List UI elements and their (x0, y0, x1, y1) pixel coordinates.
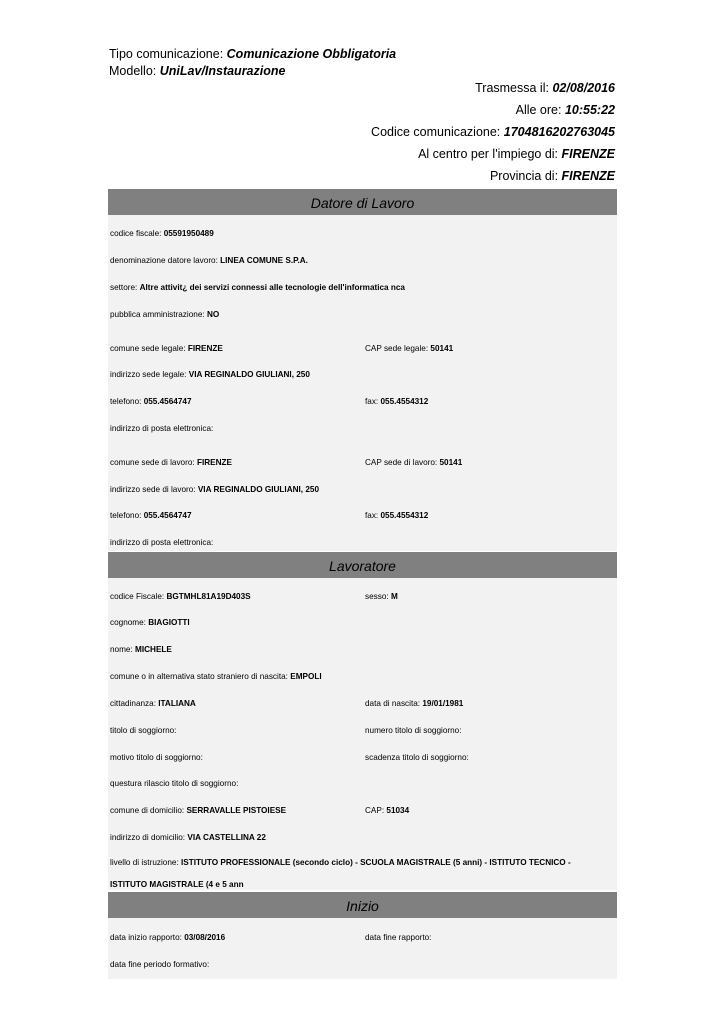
lavoratore-istruzione-cont (110, 880, 244, 889)
field-value: 055.4554312 (380, 397, 429, 406)
field-value: ISTITUTO MAGISTRALE (4 e 5 ann (110, 880, 244, 889)
field-label: comune o in alternativa stato straniero di nascita: (110, 672, 291, 681)
field-value: EMPOLI (290, 672, 322, 681)
field-label: data fine periodo formativo: (110, 960, 210, 969)
field-label: numero titolo di soggiorno: (365, 726, 462, 735)
field-label: fax: (365, 397, 381, 406)
field-label: titolo di soggiorno: (110, 726, 177, 735)
lavoratore-cognome (110, 618, 190, 627)
field-value: VIA REGINALDO GIULIANI, 250 (197, 485, 320, 494)
field-value: NO (206, 310, 220, 319)
field-label: motivo titolo di soggiorno: (110, 753, 203, 762)
field-label: comune sede di lavoro: (110, 458, 197, 467)
section-body-datore (108, 215, 617, 551)
field-label: settore: (110, 283, 140, 292)
field-value: MICHELE (135, 645, 172, 654)
lavoratore-cittadinanza (110, 699, 196, 708)
datore-fax-lavoro (365, 511, 428, 520)
trasmessa (475, 81, 615, 95)
provincia-value: FIRENZE (561, 169, 615, 183)
field-value: 055.4554312 (380, 511, 429, 520)
lavoratore-istruzione (110, 858, 571, 867)
lavoratore-data-nascita (365, 699, 463, 708)
field-value: SERRAVALLE PISTOIESE (186, 806, 287, 815)
lavoratore-numero-titolo (365, 726, 462, 735)
field-label: data fine rapporto: (365, 933, 432, 942)
field-value: 19/01/1981 (422, 699, 464, 708)
field-value: BIAGIOTTI (148, 618, 190, 627)
field-label: CAP: (365, 806, 387, 815)
datore-settore (110, 283, 405, 292)
field-value: LINEA COMUNE S.P.A. (220, 256, 308, 265)
inizio-data-fine (365, 933, 431, 942)
tipo-value: Comunicazione Obbligatoria (226, 47, 397, 61)
field-value: FIRENZE (187, 344, 223, 353)
lavoratore-cap (365, 806, 409, 815)
datore-comune-sede-lavoro (110, 458, 232, 467)
datore-telefono-lavoro (110, 511, 192, 520)
lavoratore-codice-fiscale (110, 592, 251, 601)
field-label: fax: (365, 511, 381, 520)
datore-cap-sede-legale (365, 344, 453, 353)
lavoratore-comune-domicilio (110, 806, 286, 815)
trasmessa-label: Trasmessa il: (475, 81, 553, 95)
field-label: codice Fiscale: (110, 592, 167, 601)
field-label: codice fiscale: (110, 229, 164, 238)
codice-comunicazione (371, 125, 615, 139)
field-label: comune di domicilio: (110, 806, 187, 815)
field-label: indirizzo di posta elettronica: (110, 424, 214, 433)
field-value: 03/08/2016 (184, 933, 226, 942)
ore-value: 10:55:22 (564, 103, 615, 117)
datore-pec-lavoro (110, 538, 213, 547)
header-left (109, 46, 396, 80)
field-label: scadenza titolo di soggiorno: (365, 753, 469, 762)
datore-denominazione (110, 256, 308, 265)
datore-comune-sede-legale (110, 344, 223, 353)
ore (516, 103, 615, 117)
section-header-lavoratore: Lavoratore (108, 552, 617, 578)
codice-label: Codice comunicazione: (371, 125, 504, 139)
ore-label: Alle ore: (515, 103, 565, 117)
field-label: comune sede legale: (110, 344, 188, 353)
datore-telefono-legale (110, 397, 192, 406)
provincia-label: Provincia di: (489, 169, 562, 183)
field-label: cittadinanza: (110, 699, 159, 708)
field-label: CAP sede legale: (365, 344, 431, 353)
field-label: nome: (110, 645, 136, 654)
inizio-data-inizio (110, 933, 225, 942)
field-label: indirizzo sede di lavoro: (110, 485, 198, 494)
section-header-datore: Datore di Lavoro (108, 189, 617, 215)
field-label: data inizio rapporto: (110, 933, 185, 942)
trasmessa-value: 02/08/2016 (552, 81, 615, 95)
field-label: denominazione datore lavoro: (110, 256, 221, 265)
datore-indirizzo-sede-legale (110, 370, 310, 379)
centro-value: FIRENZE (561, 147, 615, 161)
datore-indirizzo-sede-lavoro (110, 485, 319, 494)
field-label: telefono: (110, 397, 144, 406)
modello (109, 63, 396, 80)
modello-value: UniLav/Instaurazione (159, 64, 286, 78)
datore-fax-legale (365, 397, 428, 406)
field-value: 05591950489 (163, 229, 214, 238)
lavoratore-nome (110, 645, 172, 654)
field-label: questura rilascio titolo di soggiorno: (110, 779, 239, 788)
field-label: indirizzo sede legale: (110, 370, 189, 379)
provincia (490, 169, 615, 183)
field-label: indirizzo di domicilio: (110, 833, 188, 842)
field-label: pubblica amministrazione: (110, 310, 207, 319)
field-label: data di nascita: (365, 699, 423, 708)
modello-label: Modello: (109, 64, 160, 78)
tipo-comunicazione (109, 46, 396, 63)
section-header-inizio: Inizio (108, 892, 617, 918)
field-label: telefono: (110, 511, 144, 520)
inizio-data-fine-formativo (110, 960, 209, 969)
field-label: sesso: (365, 592, 391, 601)
lavoratore-motivo-titolo (110, 753, 203, 762)
lavoratore-sesso (365, 592, 398, 601)
field-value: M (390, 592, 398, 601)
lavoratore-indirizzo-domicilio (110, 833, 266, 842)
field-label: CAP sede di lavoro: (365, 458, 440, 467)
lavoratore-titolo-soggiorno (110, 726, 176, 735)
centro-label: Al centro per l'impiego di: (418, 147, 562, 161)
field-value: BGTMHL81A19D403S (166, 592, 251, 601)
field-value: 055.4564747 (143, 397, 192, 406)
field-value: FIRENZE (196, 458, 232, 467)
datore-cap-sede-lavoro (365, 458, 462, 467)
field-value: VIA REGINALDO GIULIANI, 250 (188, 370, 310, 379)
field-label: indirizzo di posta elettronica: (110, 538, 214, 547)
codice-value: 1704816202763045 (503, 125, 615, 139)
lavoratore-scadenza-titolo (365, 753, 469, 762)
section-body-inizio (108, 918, 617, 979)
lavoratore-questura (110, 779, 238, 788)
field-value: Altre attivit¿ dei servizi connessi alle tecnologie dell'informatica nca (139, 283, 405, 292)
field-value: 50141 (439, 458, 463, 467)
lavoratore-comune-nascita (110, 672, 322, 681)
datore-codice-fiscale (110, 229, 214, 238)
field-value: 51034 (386, 806, 410, 815)
datore-pec-legale (110, 424, 213, 433)
field-value: VIA CASTELLINA 22 (187, 833, 266, 842)
field-value: ITALIANA (158, 699, 196, 708)
tipo-label: Tipo comunicazione: (109, 47, 227, 61)
field-value: 50141 (430, 344, 454, 353)
field-value: 055.4564747 (143, 511, 192, 520)
field-value: ISTITUTO PROFESSIONALE (secondo ciclo) - SCUOLA MAGISTRALE (5 anni) - ISTITUTO TECNICO - (181, 858, 571, 867)
field-label: livello di istruzione: (110, 858, 181, 867)
centro-impiego (418, 147, 615, 161)
field-label: cognome: (110, 618, 149, 627)
datore-pubblica-amministrazione (110, 310, 219, 319)
